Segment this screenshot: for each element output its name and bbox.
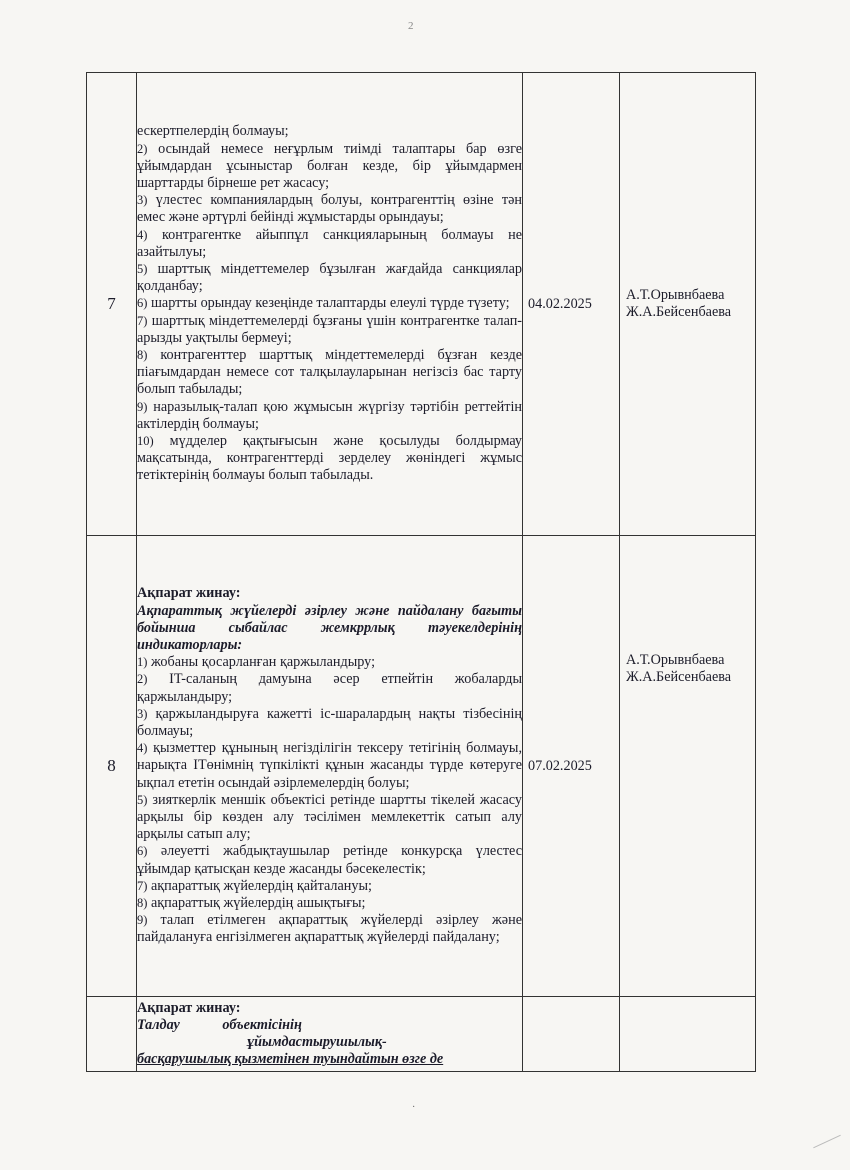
list-item: 8) контрагенттер шарттық міндеттемелерді бұзған кезде піағымдардан немесе сот талқылауларынан негізсіз бас тарту болып табылады;: [137, 347, 522, 398]
responsible-person: А.Т.Орывнбаева: [626, 652, 725, 668]
section-heading: Ақпарат жинау:: [137, 999, 241, 1016]
table-row: [87, 73, 756, 536]
list-item: 4) контрагентке айыппұл санкцияларының болмауы не азайтылуы;: [137, 226, 523, 260]
row-number: [87, 997, 137, 1072]
section-subheading: ұйымдастырушылық-: [247, 1034, 387, 1050]
list-item: 1) жобаны қосарланған қаржыландыру;: [137, 654, 376, 671]
row-date: 04.02.2025: [523, 73, 620, 536]
row-content: [137, 536, 523, 997]
row-responsible: [620, 73, 756, 536]
row-content: [137, 997, 523, 1072]
row-number: 7: [87, 73, 137, 536]
list-item: 2) IT-саланың дамуына әсер етпейтін жобаларды қаржыландыру;: [137, 671, 522, 705]
page-number: 2: [408, 20, 414, 32]
row-date: 07.02.2025: [523, 536, 620, 997]
responsible-person: Ж.А.Бейсенбаева: [626, 304, 732, 320]
list-item: 4) қызметтер құнының негізділігін тексеру тетігінің болмауы, нарықта ITөнімнің түпкілікті құнын жасанды түрде көтеруге ықпал ететін осындай әзірлемелердің болуы;: [137, 740, 522, 791]
table-row: [87, 997, 756, 1072]
section-subheading: басқарушылық қызметінен туындайтын өзге де: [137, 1051, 444, 1068]
section-subheading: Ақпараттық жүйелерді әзірлеу және пайдалану бағыты бойынша сыбайлас жемкррлық тәуекелдерінің индикаторлары:: [137, 602, 522, 653]
list-item: 6) шартты орындау кезеңінде талаптарды елеулі түрде түзету;: [137, 295, 510, 312]
row-responsible: [620, 536, 756, 997]
list-item: 9) наразылық-талап қою жұмысын жүргізу тәртібін реттейтін актілердің болмауы;: [137, 398, 522, 432]
list-item: 5) зияткерлік меншік объектісі ретінде шартты тікелей жасасу арқылы бір көзден алу тәсілімен мемлекеттік сатып алу арқылы сатып алу;: [137, 791, 522, 843]
list-item: 7) шарттық міндеттемелерді бұзғаны үшін контрагентке талап-арызды уақтылы бермеуі;: [137, 312, 523, 346]
action-plan-table: [86, 72, 756, 1072]
responsible-person: Ж.А.Бейсенбаева: [626, 669, 732, 685]
list-item: 8) ақпараттық жүйелердің ашықтығы;: [137, 895, 366, 912]
row-content: [137, 73, 523, 536]
list-item: 2) осындай немесе неғұрлым тиімді талаптары бар өзге ұйымдардан ұсыныстар болған кезде, бір ұйымдармен шарттарды бірнеше рет жасасу;: [137, 140, 522, 191]
list-item: 9) талап етілмеген ақпараттық жүйелерді әзірлеу және пайдалануға енгізілмеген ақпараттық жүйелерді пайдалану;: [137, 912, 522, 946]
section-subheading: Талдау объектісінің: [137, 1016, 302, 1033]
list-item: 3) қаржыландыруға кажетті іс-шаралардың нақты тізбесінің болмауы;: [137, 705, 523, 739]
list-item: 7) ақпараттық жүйелердің қайталануы;: [137, 877, 372, 894]
list-item: 6) әлеуетті жабдықтаушылар ретінде конкурсқа үлестес ұйымдар қатысқан кезде жасанды бәсекелестік;: [137, 843, 522, 877]
list-item: 3) үлестес компаниялардың болуы, контрагенттің өзіне тән емес және әртүрлі бейінді жұмыстарды орындауы;: [137, 192, 523, 226]
row-date: [523, 997, 620, 1072]
list-item: 10) мүдделер қақтығысын және қосылуды болдырмау мақсатында, контрагенттерді зерделеу жөніндегі жұмыс тетіктерінің болмауы болып табылады.: [137, 433, 522, 484]
scan-mark: [813, 1135, 841, 1149]
row-responsible: [620, 997, 756, 1072]
row-number: 8: [87, 536, 137, 997]
content-continuation: ескертпелердің болмауы;: [137, 123, 289, 140]
section-heading: Ақпарат жинау:: [137, 585, 241, 602]
list-item: 5) шарттық міндеттемелер бұзылған жағдайда санкциялар қолданбау;: [137, 260, 522, 295]
responsible-person: А.Т.Орывнбаева: [626, 287, 725, 303]
scan-mark: ·: [412, 1102, 416, 1113]
table-row: [87, 536, 756, 997]
